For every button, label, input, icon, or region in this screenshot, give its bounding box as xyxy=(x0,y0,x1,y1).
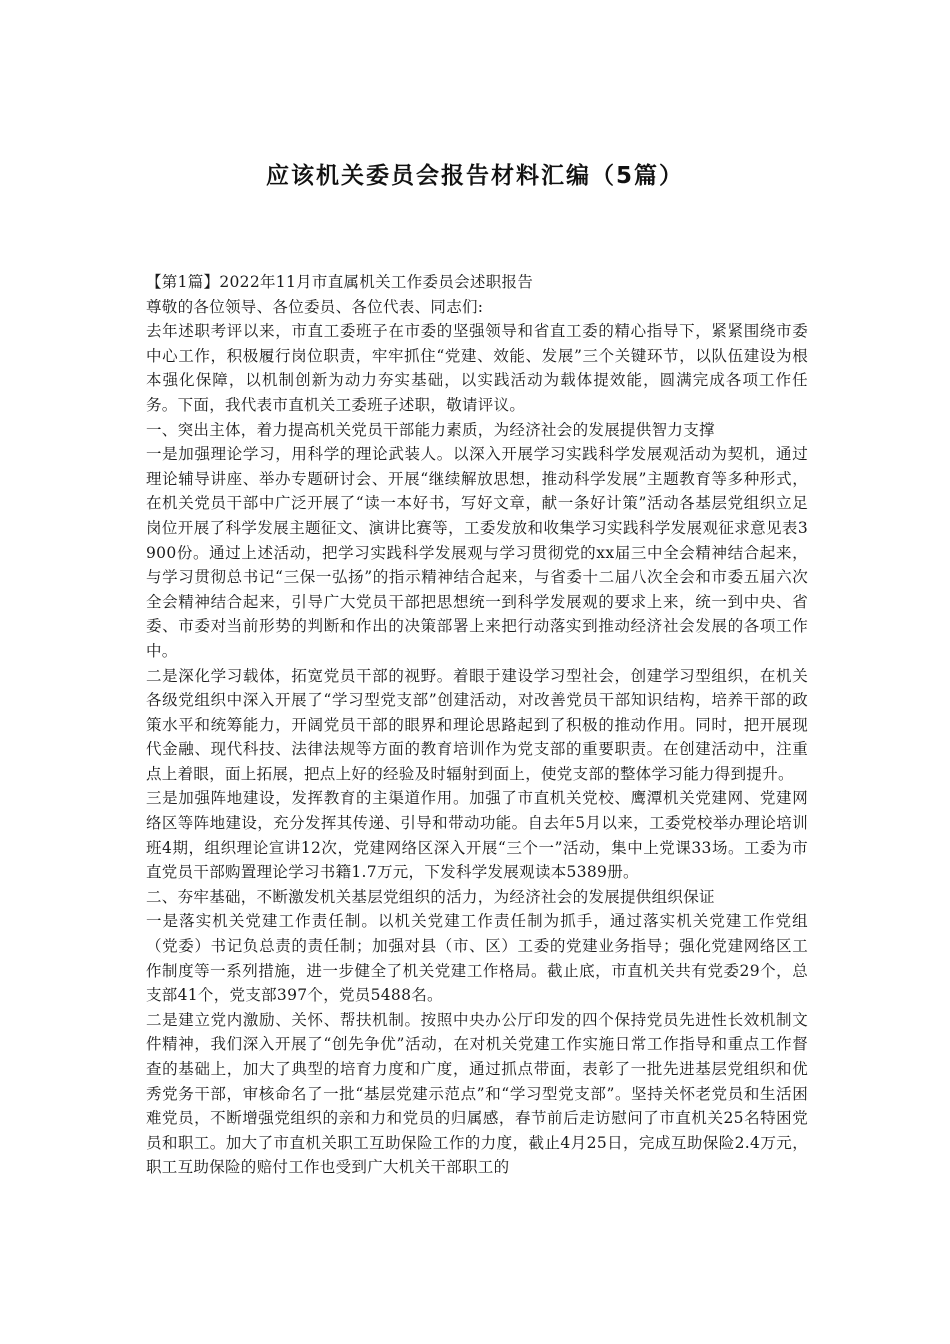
document-body xyxy=(146,270,808,1180)
section-heading: 【第1篇】2022年11月市直属机关工作委员会述职报告 xyxy=(146,273,534,291)
document-title: 应该机关委员会报告材料汇编（5篇） xyxy=(265,163,684,189)
body-paragraph: 三是加强阵地建设，发挥教育的主渠道作用。加强了市直机关党校、鹰潭机关党建网、党建网络区等阵地建设，充分发挥其传递、引导和带动功能。自去年5月以来，工委党校举办理论培训班4期，组织理论宣讲12次，党建网络区深入开展“三个一”活动，集中上党课33场。工委为市直党员干部购置理论学习书籍1.7万元，下发科学发展观读本5389册。 xyxy=(146,789,808,882)
body-paragraph: 去年述职考评以来，市直工委班子在市委的坚强领导和省直工委的精心指导下，紧紧围绕市委中心工作，积极履行岗位职责，牢牢抓住“党建、效能、发展”三个关键环节，以队伍建设为根本强化保障，以机制创新为动力夯实基础，以实践活动为载体提效能，圆满完成各项工作任务。下面，我代表市直机关工委班子述职，敬请评议。 xyxy=(146,322,808,414)
body-paragraph: 一是加强理论学习，用科学的理论武装人。以深入开展学习实践科学发展观活动为契机，通过理论辅导讲座、举办专题研讨会、开展“继续解放思想，推动科学发展”主题教育等多种形式，在机关党员干部中广泛开展了“读一本好书，写好文章，献一条好计策”活动各基层党组织立足岗位开展了科学发展主题征文、演讲比赛等，工委发放和收集学习实践科学发展观征求意见表3900份。通过上述活动，把学习实践科学发展观与学习贯彻党的xx届三中全会精神结合起来，与学习贯彻总书记“三保一弘扬”的指示精神结合起来，与省委十二届八次全会和市委五届六次全会精神结合起来，引导广大党员干部把思想统一到科学发展观的要求上来，统一到中央、省委、市委对当前形势的判断和作出的决策部署上来把行动落实到推动经济社会发展的各项工作中。 xyxy=(146,445,808,660)
body-paragraph: 一是落实机关党建工作责任制。以机关党建工作责任制为抓手，通过落实机关党建工作党组（党委）书记负总责的责任制；加强对县（市、区）工委的党建业务指导；强化党建网络区工作制度等一系列措施，进一步健全了机关党建工作格局。截止底，市直机关共有党委29个，总支部41个，党支部397个，党员5488名。 xyxy=(146,912,808,1005)
section-heading: 二、夯牢基础，不断激发机关基层党组织的活力，为经济社会的发展提供组织保证 xyxy=(146,887,715,906)
body-paragraph: 二是深化学习载体，拓宽党员干部的视野。着眼于建设学习型社会，创建学习型组织，在机关各级党组织中深入开展了“学习型党支部”创建活动，对改善党员干部知识结构，培养干部的政策水平和统筹能力，开阔党员干部的眼界和理论思路起到了积极的推动作用。同时，把开展现代金融、现代科技、法律法规等方面的教育培训作为党支部的重要职责。在创建活动中，注重点上着眼，面上拓展，把点上好的经验及时辐射到面上，使党支部的整体学习能力得到提升。 xyxy=(146,666,808,783)
body-paragraph: 二是建立党内激励、关怀、帮扶机制。按照中央办公厅印发的四个保持党员先进性长效机制文件精神，我们深入开展了“创先争优”活动，在对机关党建工作实施日常工作指导和重点工作督查的基础上，加大了典型的培育力度和广度，通过抓点带面，表彰了一批先进基层党组织和优秀党务干部，审核命名了一批“基层党建示范点”和“学习型党支部”。坚持关怀老党员和生活困难党员，不断增强党组织的亲和力和党员的归属感，春节前后走访慰问了市直机关25名特困党员和职工。加大了市直机关职工互助保险工作的力度，截止4月25日，完成互助保险2.4万元，职工互助保险的赔付工作也受到广大机关干部职工的 xyxy=(146,1010,808,1177)
salutation: 尊敬的各位领导、各位委员、各位代表、同志们: xyxy=(146,297,484,316)
section-heading: 一、突出主体，着力提高机关党员干部能力素质，为经济社会的发展提供智力支撑 xyxy=(146,420,715,439)
